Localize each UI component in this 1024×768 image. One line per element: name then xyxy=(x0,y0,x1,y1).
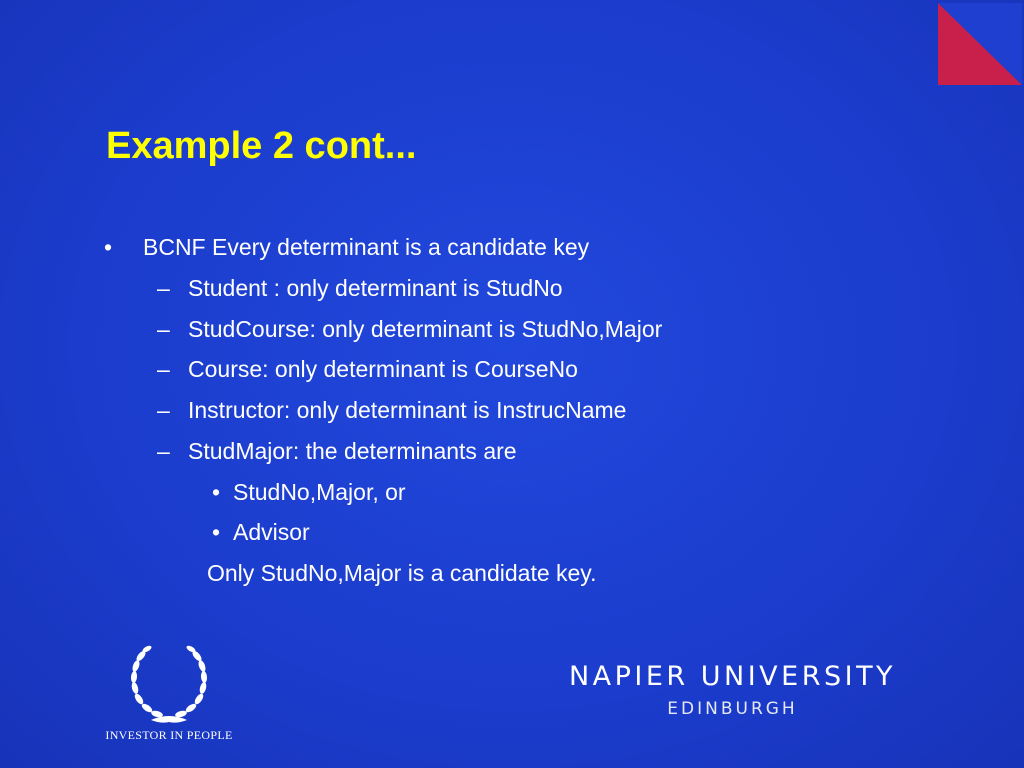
university-name: NAPIER UNIVERSITY xyxy=(568,661,897,692)
dash-marker: – xyxy=(157,356,170,382)
napier-university-logo xyxy=(540,660,925,724)
corner-decoration xyxy=(938,3,1022,85)
subsub-bullet: StudNo,Major, or xyxy=(233,479,406,505)
dash-marker: – xyxy=(157,316,170,342)
dash-marker: – xyxy=(157,275,170,301)
subsub-bullet: Advisor xyxy=(233,519,310,545)
bullet-marker: • xyxy=(212,479,221,505)
bullet-marker: • xyxy=(212,519,221,545)
bullet-main: BCNF Every determinant is a candidate key xyxy=(143,234,590,260)
corner-triangle-icon xyxy=(938,3,1022,85)
sub-bullet: StudMajor: the determinants are xyxy=(188,438,517,464)
bullet-marker: • xyxy=(104,234,113,260)
dash-marker: – xyxy=(157,438,170,464)
laurel-wreath-icon xyxy=(95,640,243,728)
sub-bullet: StudCourse: only determinant is StudNo,Major xyxy=(188,316,663,342)
sub-bullet: Student : only determinant is StudNo xyxy=(188,275,563,301)
investor-in-people-logo xyxy=(95,640,243,750)
investor-logo-text: INVESTOR IN PEOPLE xyxy=(105,728,233,742)
university-city: EDINBURGH xyxy=(667,699,798,719)
slide-title: Example 2 cont... xyxy=(106,125,417,167)
dash-marker: – xyxy=(157,397,170,423)
note-text: Only StudNo,Major is a candidate key. xyxy=(207,560,597,586)
sub-bullet: Course: only determinant is CourseNo xyxy=(188,356,578,382)
sub-bullet: Instructor: only determinant is InstrucName xyxy=(188,397,627,423)
